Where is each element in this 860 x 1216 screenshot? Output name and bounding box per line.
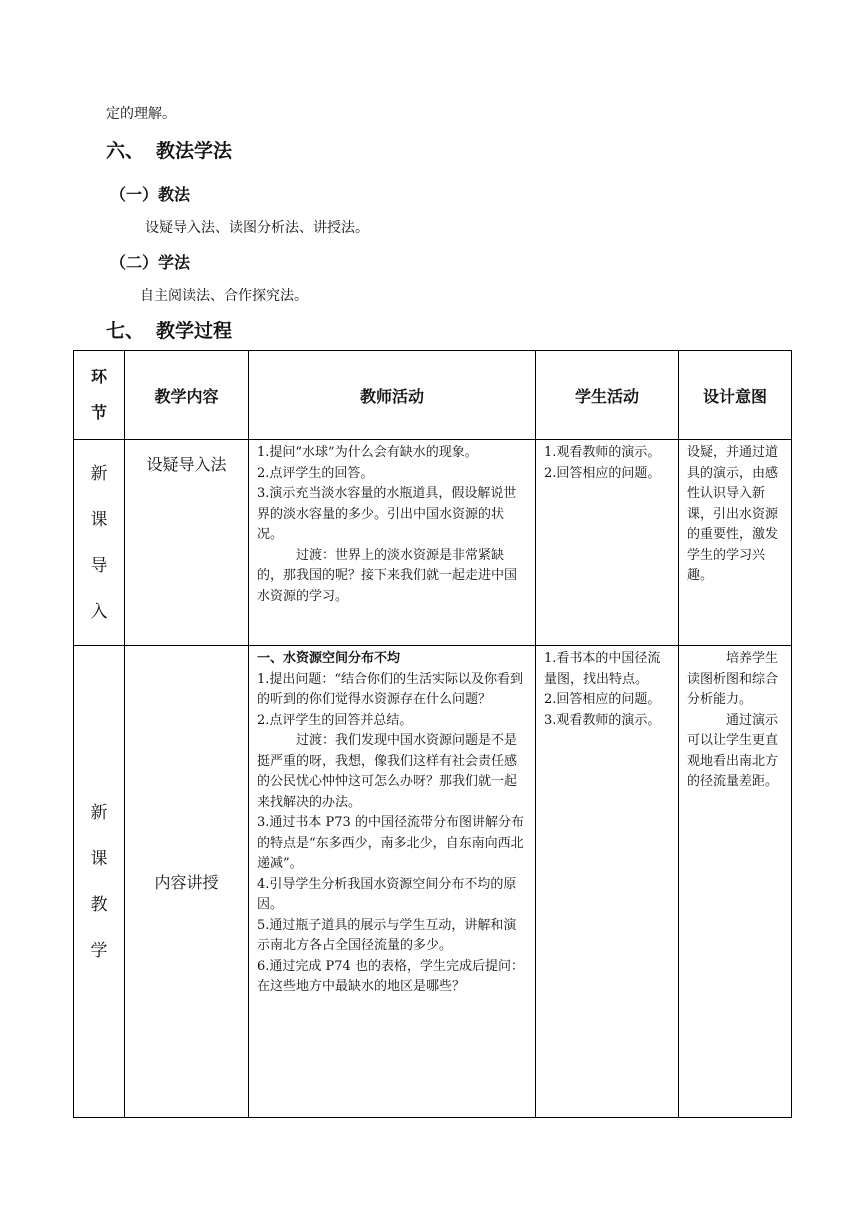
teacher-item: 2.点评学生的回答。 [257, 465, 374, 481]
content-text: 内容讲授 [154, 873, 219, 892]
teacher-item: 5.通过瓶子道具的展示与学生互动，讲解和演示南北方各占全国径流量的多少。 [257, 917, 517, 953]
header-content: 教学内容 [125, 351, 249, 440]
student-item: 3.观看教师的演示。 [544, 712, 661, 728]
continuation-text: 定的理解。 [106, 106, 176, 122]
teacher-item: 过渡：我们发现中国水资源问题是不是挺严重的呀，我想，像我们这样有社会责任感的公民忧心忡忡这可怎么办呀？那我们就一起来找解决的办法。 [257, 733, 518, 810]
intent-cell [679, 440, 792, 646]
teacher-item: 2.点评学生的回答并总结。 [257, 712, 413, 728]
teacher-item: 3.通过书本 P73 的中国径流带分布图讲解分布的特点是“东多西少，南多北少，自东南向西北递减”。 [257, 815, 524, 871]
stage-char: 课 [90, 848, 108, 869]
student-cell [536, 646, 679, 1118]
section-number: 七、 [106, 320, 145, 342]
section-heading-process [106, 316, 232, 343]
intent-item: 通过演示可以让学生更直观地看出南北方的径流量差距。 [687, 712, 779, 789]
teacher-topic-title: 一、水资源空间分布不均 [257, 651, 401, 666]
section-title: 教学过程 [156, 320, 233, 342]
student-item: 2.回答相应的问题。 [544, 692, 661, 707]
stage-cell [74, 646, 125, 1118]
intent-cell [679, 646, 792, 1118]
student-item: 2.回答相应的问题。 [544, 465, 661, 481]
teacher-item: 1.提问“水球”为什么会有缺水的现象。 [257, 445, 478, 460]
teaching-method-text: 设疑导入法、读图分析法、讲授法。 [145, 220, 369, 236]
table-header-row [74, 351, 792, 440]
header-stage [74, 351, 125, 440]
content-text: 设疑导入法 [146, 455, 227, 474]
subheading-learning-method: （二）学法 [110, 253, 191, 272]
learning-method-text: 自主阅读法、合作探究法。 [140, 288, 308, 304]
teacher-item: 过渡：世界上的淡水资源是非常紧缺的，那我国的呢？接下来我们就一起走进中国水资源的学习。 [257, 547, 518, 604]
teacher-item: 1.提出问题：“结合你们的生活实际以及你看到的听到的你们觉得水资源存在什么问题？ [257, 671, 524, 707]
student-item: 1.观看教师的演示。 [544, 445, 661, 460]
stage-char: 新 [90, 463, 108, 484]
teacher-item: 3.演示充当淡水容量的水瓶道具，假设解说世界的淡水容量的多少。引出中国水资源的状况。 [257, 486, 517, 542]
stage-char: 学 [90, 940, 108, 961]
teacher-cell [249, 440, 536, 646]
section-title: 教法学法 [156, 140, 233, 162]
stage-cell [74, 440, 125, 646]
teaching-process-table [73, 350, 792, 1118]
teacher-item: 6.通过完成 P74 也的表格，学生完成后提问：在这些地方中最缺水的地区是哪些？ [257, 958, 524, 994]
header-student: 学生活动 [536, 351, 679, 440]
header-intent: 设计意图 [679, 351, 792, 440]
teacher-item: 4.引导学生分析我国水资源空间分布不均的原因。 [257, 876, 517, 912]
stage-char: 课 [90, 509, 108, 530]
table-row [74, 440, 792, 646]
header-teacher: 教师活动 [249, 351, 536, 440]
stage-char: 新 [90, 802, 108, 823]
section-number: 六、 [106, 140, 145, 162]
content-cell [125, 646, 249, 1118]
stage-char: 入 [90, 601, 108, 622]
table-row [74, 646, 792, 1118]
subheading-teaching-method: （一）教法 [110, 185, 191, 204]
header-stage-char: 节 [90, 403, 107, 422]
header-stage-char: 环 [90, 367, 107, 386]
intent-item: 设疑，并通过道具的演示，由感性认识导入新课，引出水资源的重要性，激发学生的学习兴趣。 [687, 445, 779, 583]
student-item: 1.看书本的中国径流量图，找出特点。 [544, 651, 661, 687]
intent-item: 培养学生读图析图和综合分析能力。 [687, 651, 779, 707]
teacher-cell [249, 646, 536, 1118]
stage-char: 导 [90, 555, 108, 576]
student-cell [536, 440, 679, 646]
stage-char: 教 [90, 894, 108, 915]
content-cell [125, 440, 249, 646]
section-heading-methods [106, 136, 232, 163]
